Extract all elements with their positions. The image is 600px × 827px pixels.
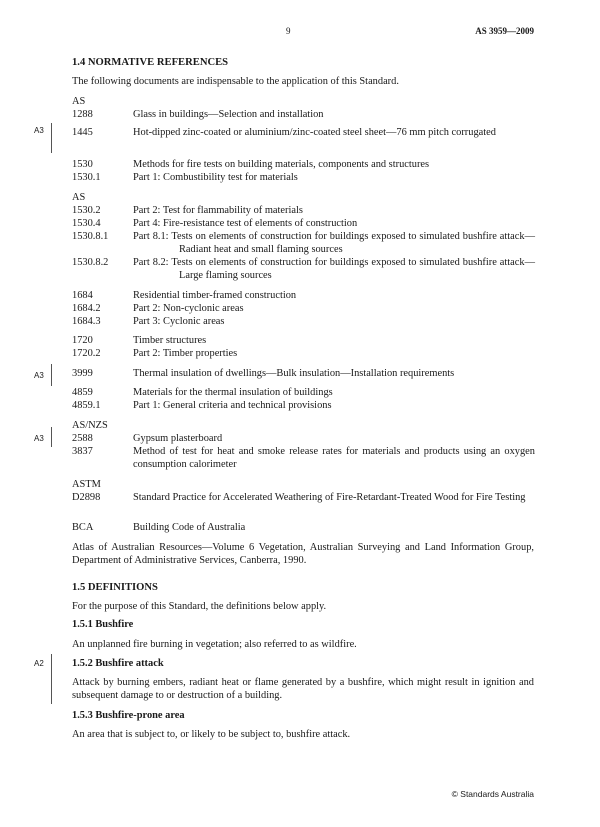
footer-copyright: © Standards Australia <box>451 789 534 799</box>
ref-title-1288: Glass in buildings—Selection and installation <box>133 109 324 120</box>
ref-title-1530-1: Part 1: Combustibility test for materials <box>133 172 298 183</box>
ref-code-1684-3: 1684.3 <box>72 316 101 327</box>
ref-title-4859-1: Part 1: General criteria and technical provisions <box>133 400 332 411</box>
ref-title-1720: Timber structures <box>133 335 207 346</box>
amendment-bar <box>51 427 52 447</box>
ref-title-1684: Residential timber-framed construction <box>133 290 297 301</box>
ref-code-1720: 1720 <box>72 335 93 346</box>
ref-code-1530-8-2: 1530.8.2 <box>72 257 109 268</box>
page-number: 9 <box>286 26 291 36</box>
amendment-marker-a3: A3 <box>34 126 44 135</box>
clause-heading-bushfire-attack: 1.5.2 Bushfire attack <box>72 658 164 669</box>
standard-number: AS 3959—2009 <box>475 26 534 36</box>
ref-title-3999: Thermal insulation of dwellings—Bulk insulation—Installation requirements <box>133 368 455 379</box>
prefix-astm: ASTM <box>72 479 101 490</box>
ref-title-1684-2: Part 2: Non-cyclonic areas <box>133 303 244 314</box>
ref-title-1530-8-2: Part 8.2: Tests on elements of construction for buildings exposed to simulated bushfire attack—Large flaming sources <box>133 257 535 281</box>
ref-code-1720-2: 1720.2 <box>72 348 101 359</box>
ref-code-3999: 3999 <box>72 368 93 379</box>
clause-heading-bushfire-prone-area: 1.5.3 Bushfire-prone area <box>72 710 185 721</box>
ref-code-1530-1: 1530.1 <box>72 172 101 183</box>
prefix-as: AS <box>72 192 86 203</box>
amendment-marker-a3: A3 <box>34 434 44 443</box>
ref-title-1684-3: Part 3: Cyclonic areas <box>133 316 225 327</box>
ref-title-1720-2: Part 2: Timber properties <box>133 348 238 359</box>
amendment-marker-a3: A3 <box>34 371 44 380</box>
definition-bushfire: An unplanned fire burning in vegetation; also referred to as wildfire. <box>72 639 357 650</box>
section-heading-definitions: 1.5 DEFINITIONS <box>72 582 158 593</box>
definition-bushfire-prone-area: An area that is subject to, or likely to be subject to, bushfire attack. <box>72 729 351 740</box>
amendment-bar <box>51 654 52 704</box>
ref-code-1288: 1288 <box>72 109 93 120</box>
atlas-reference: Atlas of Australian Resources—Volume 6 Vegetation, Australian Surveying and Land Information Group, Department of Administrative Services, Canberra, 1990. <box>72 542 534 566</box>
ref-code-1684: 1684 <box>72 290 93 301</box>
ref-code-1530-8-1: 1530.8.1 <box>72 231 109 242</box>
ref-code-2588: 2588 <box>72 433 93 444</box>
ref-title-4859: Materials for the thermal insulation of buildings <box>133 387 333 398</box>
ref-code-1530-4: 1530.4 <box>72 218 101 229</box>
amendment-bar <box>51 123 52 153</box>
ref-code-d2898: D2898 <box>72 492 101 503</box>
ref-code-4859-1: 4859.1 <box>72 400 101 411</box>
section-heading-normative-references: 1.4 NORMATIVE REFERENCES <box>72 57 229 68</box>
ref-title-1530-8-1: Part 8.1: Tests on elements of construction for buildings exposed to simulated bushfire attack—Radiant heat and small flaming sources <box>133 231 535 255</box>
ref-title-bca: Building Code of Australia <box>133 522 246 533</box>
ref-title-1445: Hot-dipped zinc-coated or aluminium/zinc-coated steel sheet—76 mm pitch corrugated <box>133 127 496 138</box>
ref-title-d2898: Standard Practice for Accelerated Weathering of Fire-Retardant-Treated Wood for Fire Testing <box>133 492 526 503</box>
ref-code-1530: 1530 <box>72 159 93 170</box>
prefix-as: AS <box>72 96 86 107</box>
amendment-marker-a2: A2 <box>34 659 44 668</box>
ref-code-4859: 4859 <box>72 387 93 398</box>
ref-title-1530: Methods for fire tests on building materials, components and structures <box>133 159 430 170</box>
prefix-as-nzs: AS/NZS <box>72 420 108 431</box>
ref-code-bca: BCA <box>72 522 94 533</box>
ref-title-2588: Gypsum plasterboard <box>133 433 223 444</box>
definition-bushfire-attack: Attack by burning embers, radiant heat or flame generated by a bushfire, which might result in ignition and subsequent damage to or destruction of a building. <box>72 677 534 701</box>
clause-heading-bushfire: 1.5.1 Bushfire <box>72 619 134 630</box>
ref-code-1684-2: 1684.2 <box>72 303 101 314</box>
amendment-bar <box>51 364 52 386</box>
ref-title-1530-2: Part 2: Test for flammability of materials <box>133 205 303 216</box>
ref-code-1530-2: 1530.2 <box>72 205 101 216</box>
ref-title-3837: Method of test for heat and smoke release rates for materials and products using an oxygen consumption calorimeter <box>133 446 535 470</box>
normative-intro: The following documents are indispensable to the application of this Standard. <box>72 76 399 87</box>
ref-title-1530-4: Part 4: Fire-resistance test of elements of construction <box>133 218 358 229</box>
ref-code-1445: 1445 <box>72 127 93 138</box>
definitions-intro: For the purpose of this Standard, the definitions below apply. <box>72 601 327 612</box>
ref-code-3837: 3837 <box>72 446 93 457</box>
